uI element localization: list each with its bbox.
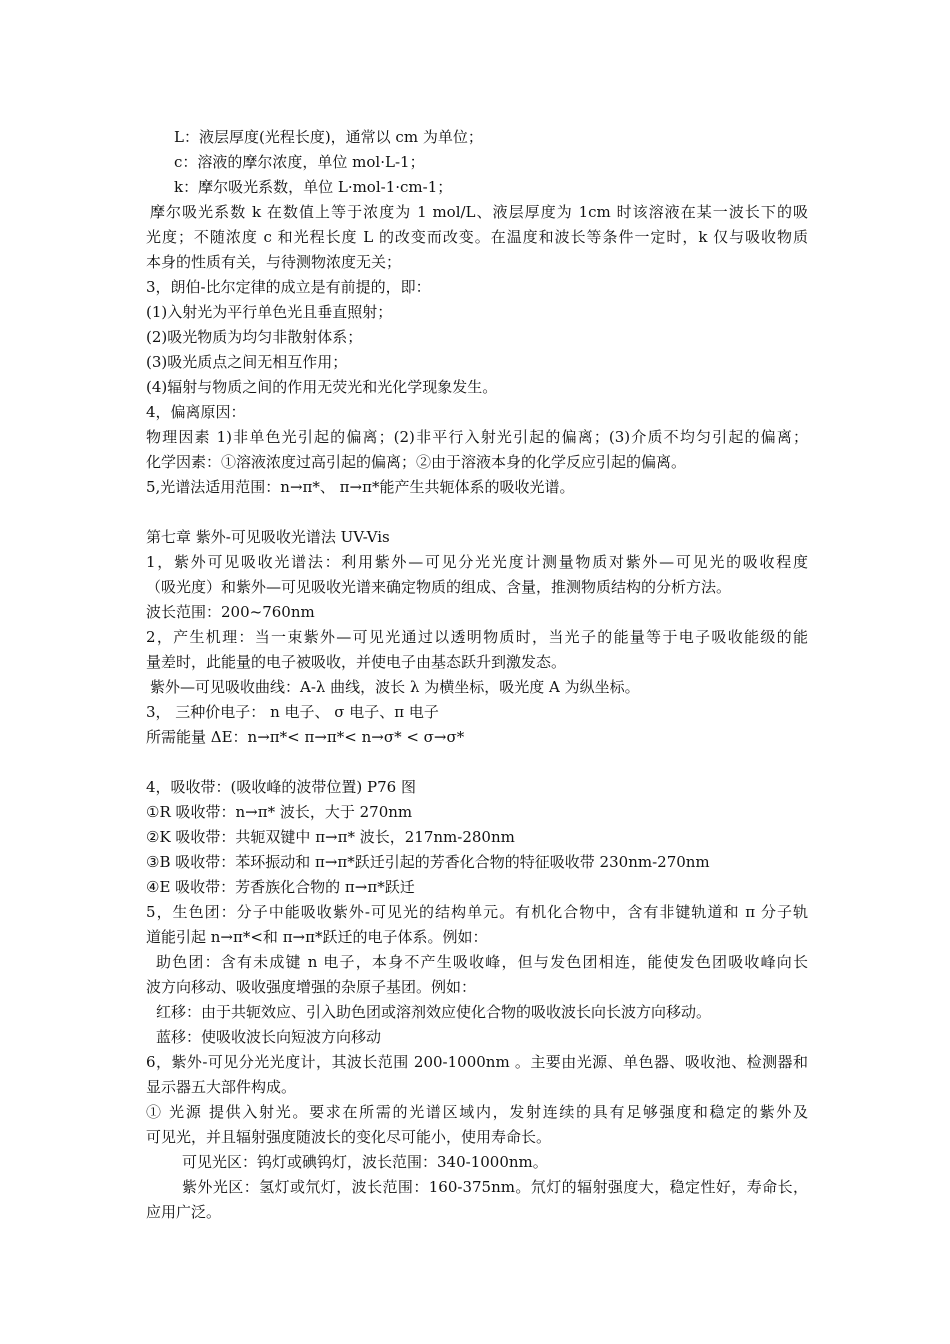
text-line: 红移：由于共轭效应、引入助色团或溶剂效应使化合物的吸收波长向长波方向移动。: [156, 1003, 712, 1021]
text-line: 本身的性质有关，与待测物浓度无关；: [146, 253, 402, 271]
text-line: c：溶液的摩尔浓度，单位 mol·L-1；: [174, 153, 425, 171]
chapter-heading: 第七章 紫外-可见吸收光谱法 UV-Vis: [146, 528, 390, 546]
text-line: ②K 吸收带：共轭双键中 π→π* 波长，217nm-280nm: [146, 828, 515, 846]
text-line: 紫外光区：氢灯或氘灯，波长范围：160-375nm。氘灯的辐射强度大，稳定性好，寿命长，: [182, 1178, 808, 1196]
blank-line: [146, 500, 808, 525]
text-line: 1，紫外可见吸收光谱法：利用紫外—可见分光光度计测量物质对紫外—可见光的吸收程度: [146, 553, 808, 571]
text-line: 物理因素 1)非单色光引起的偏离；(2)非平行入射光引起的偏离；(3)介质不均匀引起的偏离；: [146, 428, 808, 446]
text-line: ③B 吸收带：苯环振动和 π→π*跃迁引起的芳香化合物的特征吸收带 230nm-270nm: [146, 853, 710, 871]
text-line: 光度；不随浓度 c 和光程长度 L 的改变而改变。在温度和波长等条件一定时，k 仅与吸收物质: [146, 228, 808, 246]
text-line: 助色团：含有未成键 n 电子，本身不产生吸收峰，但与发色团相连，能使发色团吸收峰向长: [156, 953, 808, 971]
text-line: 3， 三种价电子： n 电子、 σ 电子、π 电子: [146, 703, 439, 721]
text-line: 3，朗伯-比尔定律的成立是有前提的，即：: [146, 278, 431, 296]
text-line: 5,光谱法适用范围：n→π*、 π→π*能产生共轭体系的吸收光谱。: [146, 478, 575, 496]
text-line: 量差时，此能量的电子被吸收，并使电子由基态跃升到激发态。: [146, 653, 567, 671]
text-line: ① 光源 提供入射光。要求在所需的光谱区域内，发射连续的具有足够强度和稳定的紫外及: [146, 1103, 808, 1121]
text-line: （吸光度）和紫外—可见吸收光谱来确定物质的组成、含量，推测物质结构的分析方法。: [146, 578, 732, 596]
text-line: 化学因素：①溶液浓度过高引起的偏离；②由于溶液本身的化学反应引起的偏离。: [146, 453, 687, 471]
document-body: [146, 125, 808, 1225]
text-line: 可见光，并且辐射强度随波长的变化尽可能小，使用寿命长。: [146, 1128, 552, 1146]
text-line: 道能引起 n→π*<和 π→π*跃迁的电子体系。例如：: [146, 928, 488, 946]
text-line: ④E 吸收带：芳香族化合物的 π→π*跃迁: [146, 878, 415, 896]
text-line: k：摩尔吸光系数，单位 L·mol-1·cm-1；: [174, 178, 453, 196]
text-line: ①R 吸收带：n→π* 波长，大于 270nm: [146, 803, 413, 821]
text-line: L：液层厚度(光程长度)，通常以 cm 为单位；: [174, 128, 483, 146]
text-line: 4，偏离原因：: [146, 403, 246, 421]
text-line: (2)吸光物质为均匀非散射体系；: [146, 328, 363, 346]
text-line: (1)入射光为平行单色光且垂直照射；: [146, 303, 393, 321]
text-line: 4，吸收带：(吸收峰的波带位置) P76 图: [146, 778, 416, 796]
text-line: 紫外—可见吸收曲线：A-λ 曲线，波长 λ 为横坐标，吸光度 A 为纵坐标。: [150, 678, 640, 696]
blank-line: [146, 750, 808, 775]
text-line: 5，生色团：分子中能吸收紫外-可见光的结构单元。有机化合物中，含有非键轨道和 π 分子轨: [146, 903, 808, 921]
text-line: 所需能量 ΔE：n→π*< π→π*< n→σ* < σ→σ*: [146, 728, 465, 746]
text-line: 2，产生机理：当一束紫外—可见光通过以透明物质时，当光子的能量等于电子吸收能级的能: [146, 628, 808, 646]
text-line: 波长范围：200~760nm: [146, 603, 315, 621]
text-line: 波方向移动、吸收强度增强的杂原子基团。例如：: [146, 978, 477, 996]
text-line: 应用广泛。: [146, 1203, 222, 1221]
text-line: 显示器五大部件构成。: [146, 1078, 297, 1096]
text-line: 6，紫外-可见分光光度计，其波长范围 200-1000nm 。主要由光源、单色器、吸收池、检测器和: [146, 1053, 808, 1071]
text-line: 可见光区：钨灯或碘钨灯，波长范围：340-1000nm。: [182, 1153, 548, 1171]
text-line: (4)辐射与物质之间的作用无荧光和光化学现象发生。: [146, 378, 498, 396]
text-line: 蓝移：使吸收波长向短波方向移动: [156, 1028, 382, 1046]
text-line: 摩尔吸光系数 k 在数值上等于浓度为 1 mol/L、液层厚度为 1cm 时该溶液在某一波长下的吸: [150, 203, 808, 221]
text-line: (3)吸光质点之间无相互作用；: [146, 353, 348, 371]
